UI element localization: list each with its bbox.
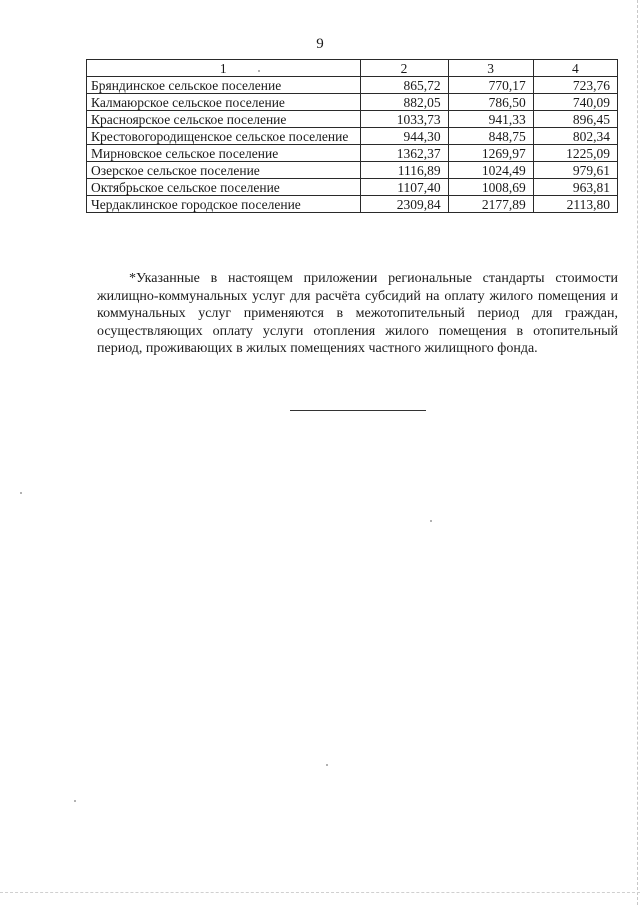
- value-col-2: 882,05: [360, 94, 448, 111]
- column-header-3: 3: [448, 60, 533, 77]
- value-col-4: 740,09: [533, 94, 617, 111]
- settlement-name: Чердаклинское городское поселение: [87, 196, 361, 213]
- value-col-4: 2113,80: [533, 196, 617, 213]
- scan-speck: [326, 764, 328, 766]
- value-col-2: 2309,84: [360, 196, 448, 213]
- table-row: [87, 128, 618, 145]
- value-col-4: 896,45: [533, 111, 617, 128]
- column-header-1: 1: [87, 60, 361, 77]
- table-row: [87, 94, 618, 111]
- value-col-3: 1008,69: [448, 179, 533, 196]
- value-col-3: 1024,49: [448, 162, 533, 179]
- scan-speck: [430, 520, 432, 522]
- table-row: [87, 196, 618, 213]
- footnote-paragraph: *Указанные в настоящем приложении региональные стандарты стоимости жилищно-коммунальных услуг для расчёта субсидий на оплату жилого помещения и коммунальных услуг применяются в межотопительный период для граждан, осуществляющих оплату услуги отопления жилого помещения в отопительный период, проживающих в жилых помещениях частного жилищного фонда.: [97, 271, 618, 357]
- value-col-3: 941,33: [448, 111, 533, 128]
- value-col-4: 963,81: [533, 179, 617, 196]
- page-number: 9: [316, 36, 324, 52]
- scan-edge-right: [637, 0, 638, 905]
- value-col-3: 770,17: [448, 77, 533, 94]
- table-row: [87, 77, 618, 94]
- value-col-2: 865,72: [360, 77, 448, 94]
- tariff-table: [86, 59, 618, 213]
- scan-speck: [258, 70, 260, 72]
- scan-speck: [20, 492, 22, 494]
- settlement-name: Мирновское сельское поселение: [87, 145, 361, 162]
- value-col-2: 1107,40: [360, 179, 448, 196]
- value-col-4: 802,34: [533, 128, 617, 145]
- scan-edge-bottom: [0, 892, 640, 893]
- value-col-3: 848,75: [448, 128, 533, 145]
- value-col-4: 979,61: [533, 162, 617, 179]
- table-row: [87, 111, 618, 128]
- scan-speck: [74, 800, 76, 802]
- closing-separator-line: [290, 410, 426, 411]
- value-col-2: 1362,37: [360, 145, 448, 162]
- settlement-name: Калмаюрское сельское поселение: [87, 94, 361, 111]
- value-col-4: 723,76: [533, 77, 617, 94]
- value-col-2: 1033,73: [360, 111, 448, 128]
- value-col-2: 944,30: [360, 128, 448, 145]
- settlement-name: Бряндинское сельское поселение: [87, 77, 361, 94]
- value-col-3: 2177,89: [448, 196, 533, 213]
- column-header-4: 4: [533, 60, 617, 77]
- settlement-name: Октябрьское сельское поселение: [87, 179, 361, 196]
- value-col-2: 1116,89: [360, 162, 448, 179]
- settlement-name: Озерское сельское поселение: [87, 162, 361, 179]
- table-row: [87, 145, 618, 162]
- column-header-2: 2: [360, 60, 448, 77]
- value-col-4: 1225,09: [533, 145, 617, 162]
- value-col-3: 1269,97: [448, 145, 533, 162]
- table-row: [87, 179, 618, 196]
- value-col-3: 786,50: [448, 94, 533, 111]
- settlement-name: Крестовогородищенское сельское поселение: [87, 128, 361, 145]
- settlement-name: Красноярское сельское поселение: [87, 111, 361, 128]
- table-header-row: [87, 60, 618, 77]
- table-row: [87, 162, 618, 179]
